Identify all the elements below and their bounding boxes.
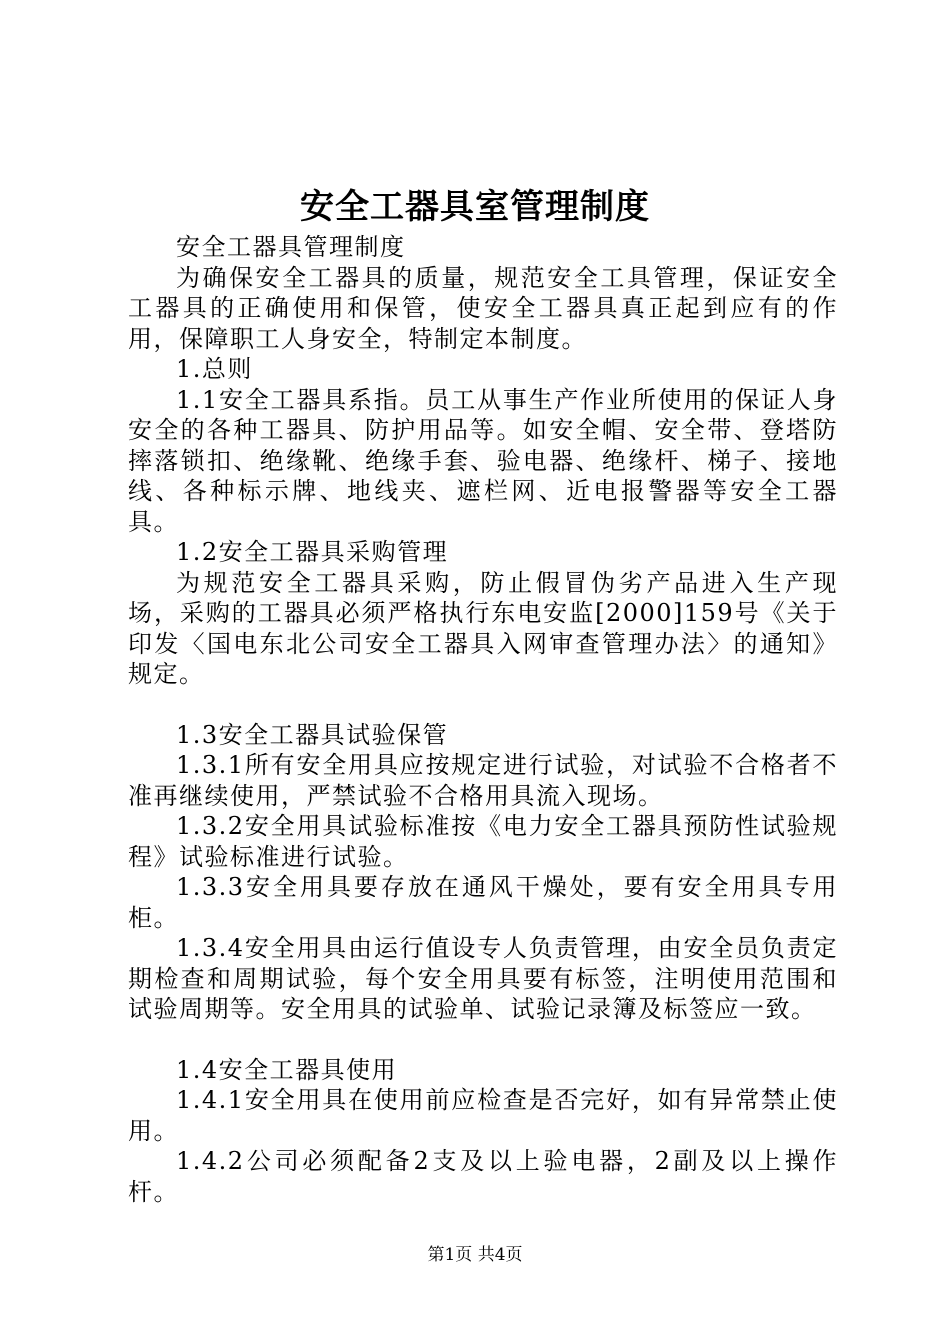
paragraph-1-4-2: 1.4.2公司必须配备2支及以上验电器，2副及以上操作杆。 <box>128 1147 838 1206</box>
paragraph-1-2: 为规范安全工器具采购，防止假冒伪劣产品进入生产现场，采购的工器具必须严格执行东电安监[2000]159号《关于印发〈国电东北公司安全工器具入网审查管理办法〉的通知》规定。 <box>128 568 838 688</box>
paragraph-intro: 为确保安全工器具的质量，规范安全工具管理，保证安全工器具的正确使用和保管，使安全工器具真正起到应有的作用，保障职工人身安全，特制定本制度。 <box>128 263 838 353</box>
page-footer: 第1页 共4页 <box>427 1245 523 1265</box>
document-body <box>128 232 838 1207</box>
document-title: 安全工器具室管理制度 <box>300 187 650 227</box>
paragraph-1-3-3: 1.3.3安全用具要存放在通风干燥处，要有安全用具专用柜。 <box>128 873 838 932</box>
paragraph-1-3-4: 1.3.4安全用具由运行值设专人负责管理，由安全员负责定期检查和周期试验，每个安全用具要有标签，注明使用范围和试验周期等。安全用具的试验单、试验记录簿及标签应一致。 <box>128 934 838 1023</box>
section-heading-1-4: 1.4安全工器具使用 <box>176 1055 398 1084</box>
paragraph-1-1: 1.1安全工器具系指。员工从事生产作业所使用的保证人身安全的各种工器具、防护用品等。如安全帽、安全带、登塔防摔落锁扣、绝缘靴、绝缘手套、验电器、绝缘杆、梯子、接地线、各种标示牌、地线夹、遮栏网、近电报警器等安全工器具。 <box>128 385 838 536</box>
paragraph-1-3-2: 1.3.2安全用具试验标准按《电力安全工器具预防性试验规程》试验标准进行试验。 <box>128 812 838 871</box>
section-heading-1-3: 1.3安全工器具试验保管 <box>176 720 449 749</box>
paragraph-subtitle: 安全工器具管理制度 <box>176 233 406 261</box>
section-heading-general: 1.总则 <box>176 355 253 383</box>
section-heading-1-2: 1.2安全工器具采购管理 <box>176 538 449 566</box>
paragraph-1-3-1: 1.3.1所有安全用具应按规定进行试验，对试验不合格者不准再继续使用，严禁试验不合格用具流入现场。 <box>128 751 838 810</box>
paragraph-1-4-1: 1.4.1安全用具在使用前应检查是否完好，如有异常禁止使用。 <box>128 1086 838 1145</box>
